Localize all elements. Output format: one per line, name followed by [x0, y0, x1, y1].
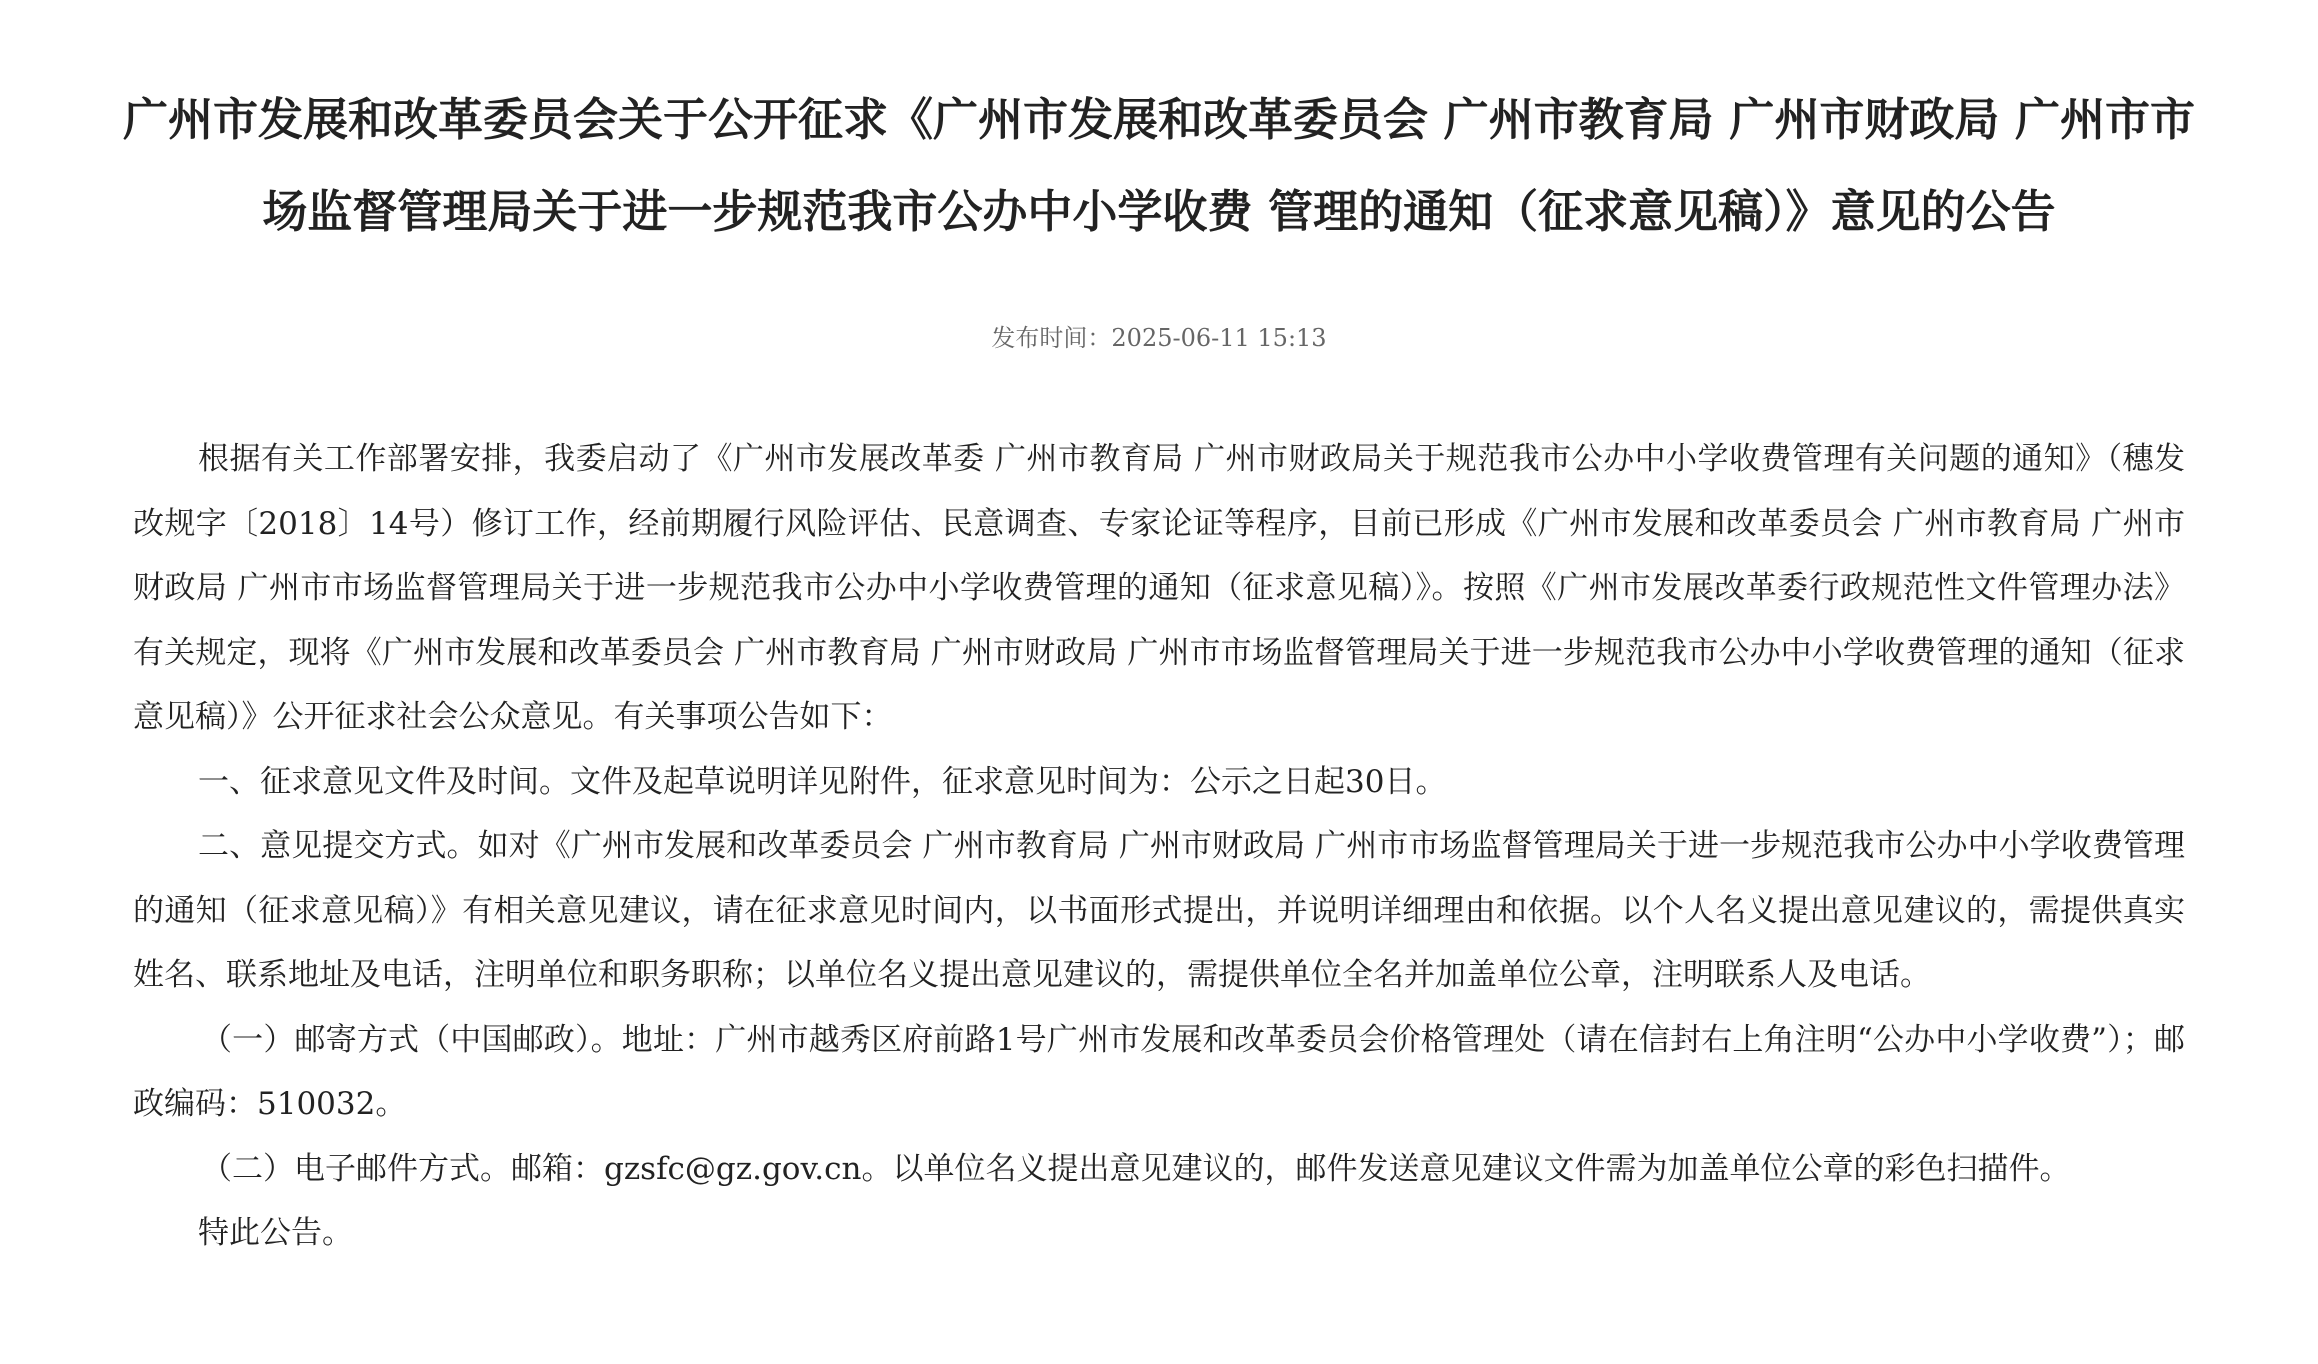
- article-body: [133, 427, 2185, 1266]
- mail-method-paragraph: （一）邮寄方式（中国邮政）。地址：广州市越秀区府前路1号广州市发展和改革委员会价格管理处（请在信封右上角注明“公办中小学收费”）；邮政编码：510032。: [133, 1021, 2185, 1122]
- publish-label: 发布时间：: [991, 324, 1112, 352]
- intro-paragraph: 根据有关工作部署安排，我委启动了《广州市发展改革委 广州市教育局 广州市财政局关于规范我市公办中小学收费管理有关问题的通知》（穗发改规字〔2018〕14号）修订工作，经前期履行风险评估、民意调查、专家论证等程序，目前已形成《广州市发展和改革委员会 广州市教育局 广州市财政局 广州市市场监督管理局关于进一步规范我市公办中小学收费管理的通知（征求意见稿）》。按照《广州市发展改革委行政规范性文件管理办法》有关规定，现将《广州市发展和改革委员会 广州市教育局 广州市财政局 广州市市场监督管理局关于进一步规范我市公办中小学收费管理的通知（征求意见稿）》公开征求社会公众意见。有关事项公告如下：: [133, 441, 2185, 735]
- publish-info: [0, 318, 2318, 358]
- email-method-paragraph: （二）电子邮件方式。邮箱：gzsfc@gz.gov.cn。以单位名义提出意见建议的，邮件发送意见建议文件需为加盖单位公章的彩色扫描件。: [201, 1150, 2071, 1187]
- section-one-paragraph: 一、征求意见文件及时间。文件及起草说明详见附件，征求意见时间为：公示之日起30日。: [198, 763, 1447, 800]
- closing-paragraph: 特此公告。: [198, 1215, 353, 1251]
- section-two-paragraph: 二、意见提交方式。如对《广州市发展和改革委员会 广州市教育局 广州市财政局 广州市市场监督管理局关于进一步规范我市公办中小学收费管理的通知（征求意见稿）》有相关意见建议，请在征求意见时间内，以书面形式提出，并说明详细理由和依据。以个人名义提出意见建议的，需提供真实姓名、联系地址及电话，注明单位和职务职称；以单位名义提出意见建议的，需提供单位全名并加盖单位公章，注明联系人及电话。: [133, 828, 2185, 993]
- publish-datetime: 2025-06-11 15:13: [1111, 324, 1327, 352]
- page-title: 广州市发展和改革委员会关于公开征求《广州市发展和改革委员会 广州市教育局 广州市财政局 广州市市场监督管理局关于进一步规范我市公办中小学收费 管理的通知（征求意见稿）》意见的公告: [122, 93, 2195, 238]
